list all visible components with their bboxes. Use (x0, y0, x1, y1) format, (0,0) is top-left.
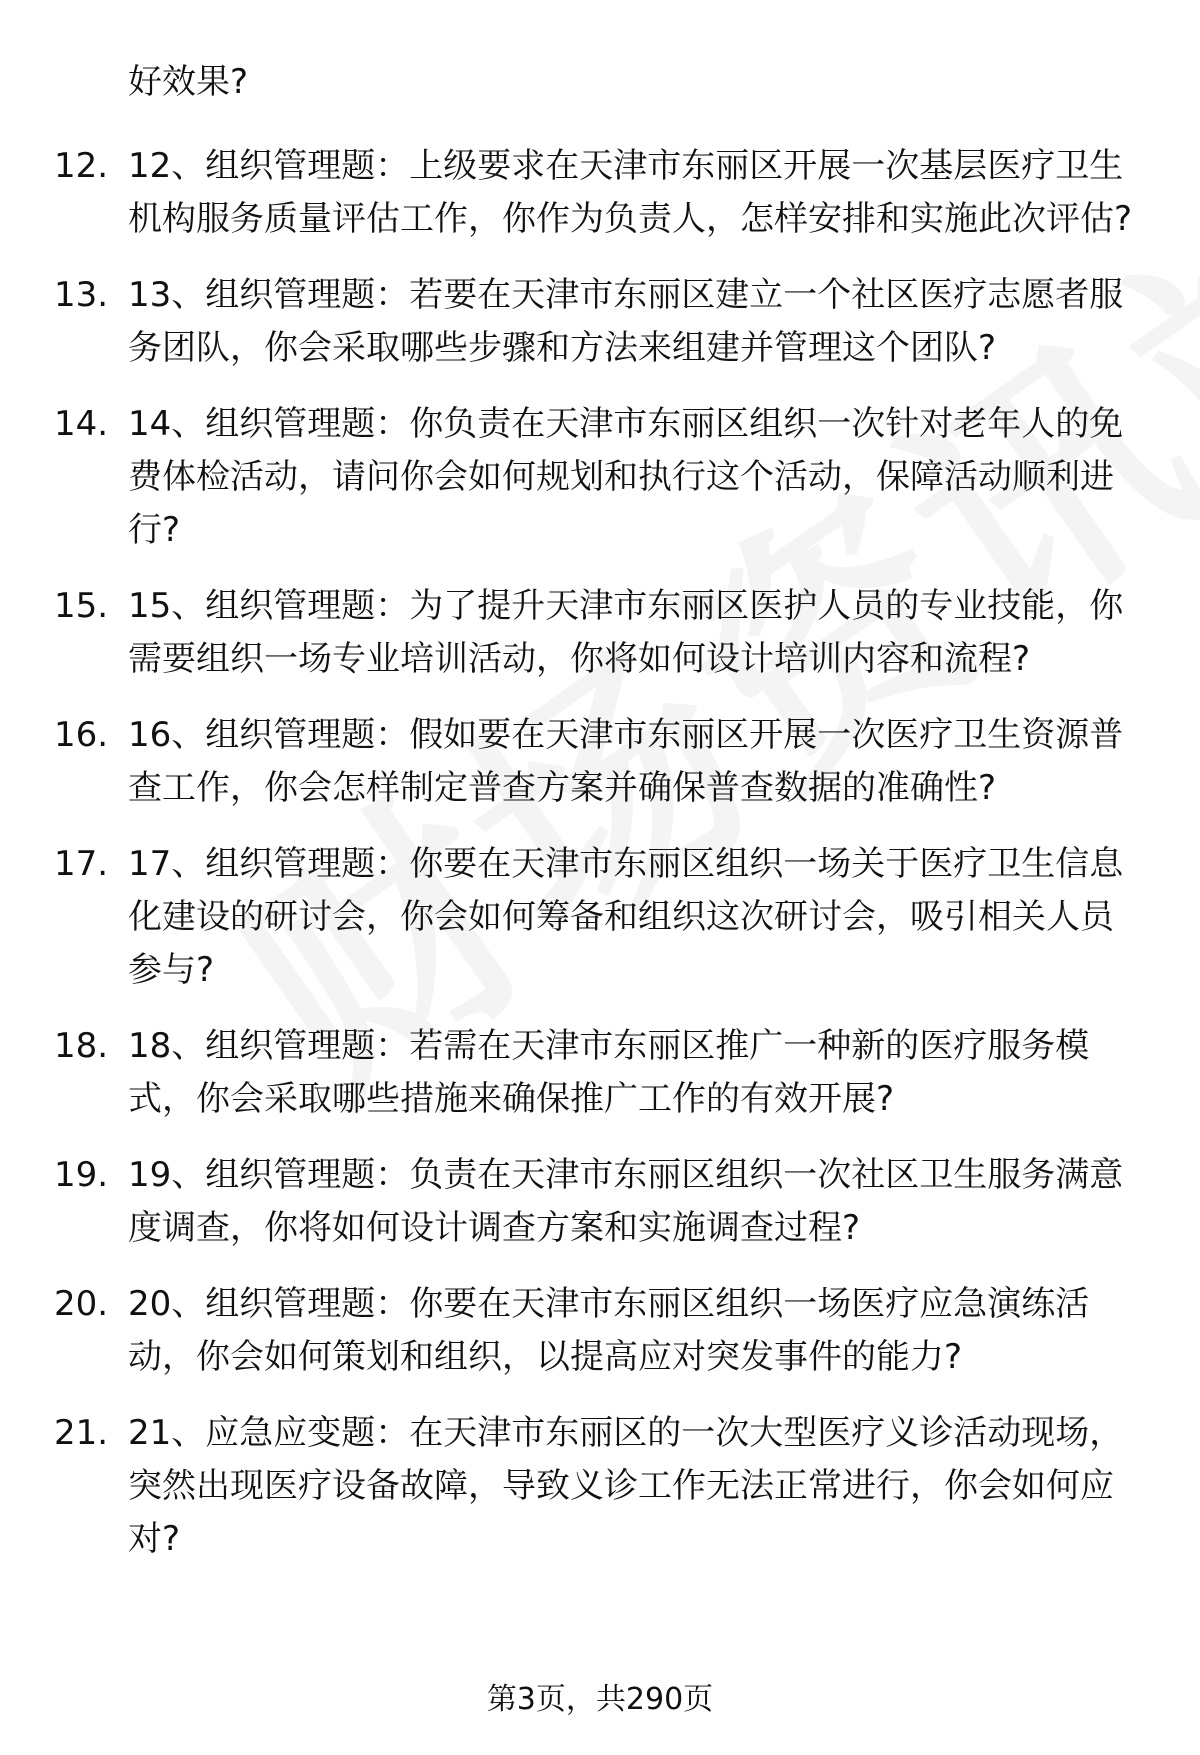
question-list (0, 140, 1200, 1589)
item-text: 20、组织管理题：你要在天津市东丽区组织一场医疗应急演练活动，你会如何策划和组织，以提高应对突发事件的能力? (128, 1284, 1090, 1377)
list-item (0, 140, 1200, 246)
item-number: 14. (54, 404, 109, 444)
item-text: 16、组织管理题：假如要在天津市东丽区开展一次医疗卫生资源普查工作，你会怎样制定普查方案并确保普查数据的准确性? (128, 715, 1124, 808)
item-text: 13、组织管理题：若要在天津市东丽区建立一个社区医疗志愿者服务团队，你会采取哪些步骤和方法来组建并管理这个团队? (128, 275, 1124, 368)
item-number: 13. (54, 275, 109, 315)
list-item (0, 1278, 1200, 1384)
list-item (0, 1149, 1200, 1255)
page-footer: 第3页，共290页 (486, 1682, 714, 1717)
item-text: 14、组织管理题：你负责在天津市东丽区组织一次针对老年人的免费体检活动，请问你会如何规划和执行这个活动，保障活动顺利进行? (128, 404, 1124, 550)
item-text: 21、应急应变题：在天津市东丽区的一次大型医疗义诊活动现场，突然出现医疗设备故障，导致义诊工作无法正常进行，你会如何应对? (128, 1413, 1124, 1559)
item-number: 16. (54, 715, 109, 755)
item-number: 17. (54, 844, 109, 884)
item-number: 19. (54, 1155, 109, 1195)
item-number: 15. (54, 586, 109, 626)
item-number: 18. (54, 1026, 109, 1066)
list-item (0, 269, 1200, 375)
continuation-text: 好效果? (128, 62, 249, 102)
list-item (0, 1020, 1200, 1126)
item-text: 15、组织管理题：为了提升天津市东丽区医护人员的专业技能，你需要组织一场专业培训活动，你将如何设计培训内容和流程? (128, 586, 1124, 679)
item-text: 18、组织管理题：若需在天津市东丽区推广一种新的医疗服务模式，你会采取哪些措施来确保推广工作的有效开展? (128, 1026, 1090, 1119)
list-item (0, 709, 1200, 815)
item-number: 20. (54, 1284, 109, 1324)
list-item (0, 580, 1200, 686)
item-text: 19、组织管理题：负责在天津市东丽区组织一次社区卫生服务满意度调查，你将如何设计调查方案和实施调查过程? (128, 1155, 1124, 1248)
list-item (0, 1407, 1200, 1566)
item-number: 12. (54, 146, 109, 186)
list-item (0, 838, 1200, 997)
list-item (0, 398, 1200, 557)
item-text: 17、组织管理题：你要在天津市东丽区组织一场关于医疗卫生信息化建设的研讨会，你会如何筹备和组织这次研讨会，吸引相关人员参与? (128, 844, 1124, 990)
item-text: 12、组织管理题：上级要求在天津市东丽区开展一次基层医疗卫生机构服务质量评估工作，你作为负责人，怎样安排和实施此次评估? (128, 146, 1133, 239)
item-number: 21. (54, 1413, 109, 1453)
